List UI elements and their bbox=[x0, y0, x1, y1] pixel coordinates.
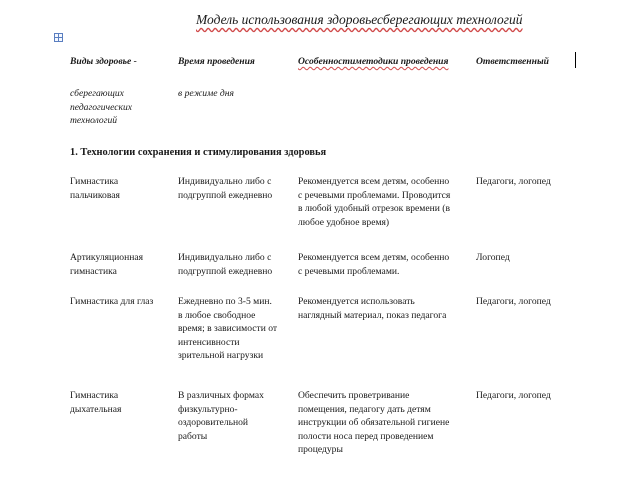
row-type-cell bbox=[70, 389, 170, 416]
section-title: 1. Технологии сохранения и стимулирования здоровья bbox=[70, 147, 327, 158]
cell-line: Индивидуально либо с bbox=[178, 176, 272, 187]
header-type-line: педагогических bbox=[70, 101, 133, 113]
cell-line: пальчиковая bbox=[70, 189, 120, 201]
header-col-type: Виды здоровье - bbox=[70, 56, 137, 67]
cell-line: в любое свободное bbox=[178, 309, 256, 321]
cell-line: время; в зависимости от bbox=[178, 323, 278, 335]
cell-line: наглядный материал, показ педагога bbox=[298, 309, 447, 321]
row-method-cell bbox=[298, 389, 468, 457]
header-type-line: технологий bbox=[70, 115, 118, 127]
row-time-cell bbox=[178, 175, 288, 202]
cell-line: гимнастика bbox=[70, 265, 117, 277]
cell-line: зрительной нагрузки bbox=[178, 350, 264, 362]
row-method-cell bbox=[298, 295, 468, 322]
row-type-cell bbox=[70, 251, 170, 278]
cell-line: с речевыми проблемами. bbox=[298, 265, 400, 277]
cell-line: Рекомендуется всем детям, особенно bbox=[298, 176, 450, 187]
cell-line: Рекомендуется использовать bbox=[298, 296, 415, 307]
table-move-handle-icon[interactable] bbox=[54, 33, 63, 42]
cell-line: Индивидуально либо с bbox=[178, 252, 272, 263]
row-type-cell bbox=[70, 175, 170, 202]
row-responsible-cell: Педагоги, логопед bbox=[476, 296, 551, 307]
header-type-line: сберегающих bbox=[70, 88, 124, 99]
row-time-cell bbox=[178, 251, 288, 278]
cell-line: полости носа перед проведением bbox=[298, 430, 434, 442]
cell-line: интенсивности bbox=[178, 336, 240, 348]
cell-line: Гимнастика bbox=[70, 390, 119, 401]
row-time-cell bbox=[178, 389, 288, 443]
header-col-time-continuation: в режиме дня bbox=[178, 88, 234, 99]
cell-line: подгруппой ежедневно bbox=[178, 189, 273, 201]
cell-line: Обеспечить проветривание bbox=[298, 390, 410, 401]
row-responsible-cell: Логопед bbox=[476, 252, 510, 263]
row-method-cell bbox=[298, 251, 468, 278]
cell-line: любое удобное время) bbox=[298, 216, 390, 228]
cell-line: оздоровительной bbox=[178, 417, 249, 429]
cell-line: В различных формах bbox=[178, 390, 264, 401]
cell-line: дыхательная bbox=[70, 403, 122, 415]
cell-line: физкультурно- bbox=[178, 403, 238, 415]
header-col-time: Время проведения bbox=[178, 56, 255, 67]
cell-line: помещения, педагогу дать детям bbox=[298, 403, 431, 415]
header-col-responsible: Ответственный bbox=[476, 56, 549, 67]
cell-line: процедуры bbox=[298, 444, 343, 456]
row-responsible-cell: Педагоги, логопед bbox=[476, 176, 551, 187]
cell-line: Гимнастика для глаз bbox=[70, 296, 154, 307]
row-type-cell bbox=[70, 295, 170, 309]
cell-line: подгруппой ежедневно bbox=[178, 265, 273, 277]
row-time-cell bbox=[178, 295, 288, 363]
row-responsible-cell: Педагоги, логопед bbox=[476, 390, 551, 401]
row-method-cell bbox=[298, 175, 468, 229]
header-col-type-continuation bbox=[70, 87, 170, 128]
cell-line: с речевыми проблемами. Проводится bbox=[298, 189, 451, 201]
cell-line: Рекомендуется всем детям, особенно bbox=[298, 252, 450, 263]
cell-line: инструкции об обязательной гигиене bbox=[298, 417, 450, 429]
document-title: Модель использования здоровьесберегающих технологий bbox=[196, 12, 523, 27]
cell-line: Ежедневно по 3-5 мин. bbox=[178, 296, 272, 307]
cell-line: Артикуляционная bbox=[70, 252, 144, 263]
cell-line: работы bbox=[178, 430, 208, 442]
header-col-method: Особенностиметодики проведения bbox=[298, 56, 449, 67]
cell-line: в любой удобный отрезок времени (в bbox=[298, 203, 451, 215]
cell-line: Гимнастика bbox=[70, 176, 119, 187]
